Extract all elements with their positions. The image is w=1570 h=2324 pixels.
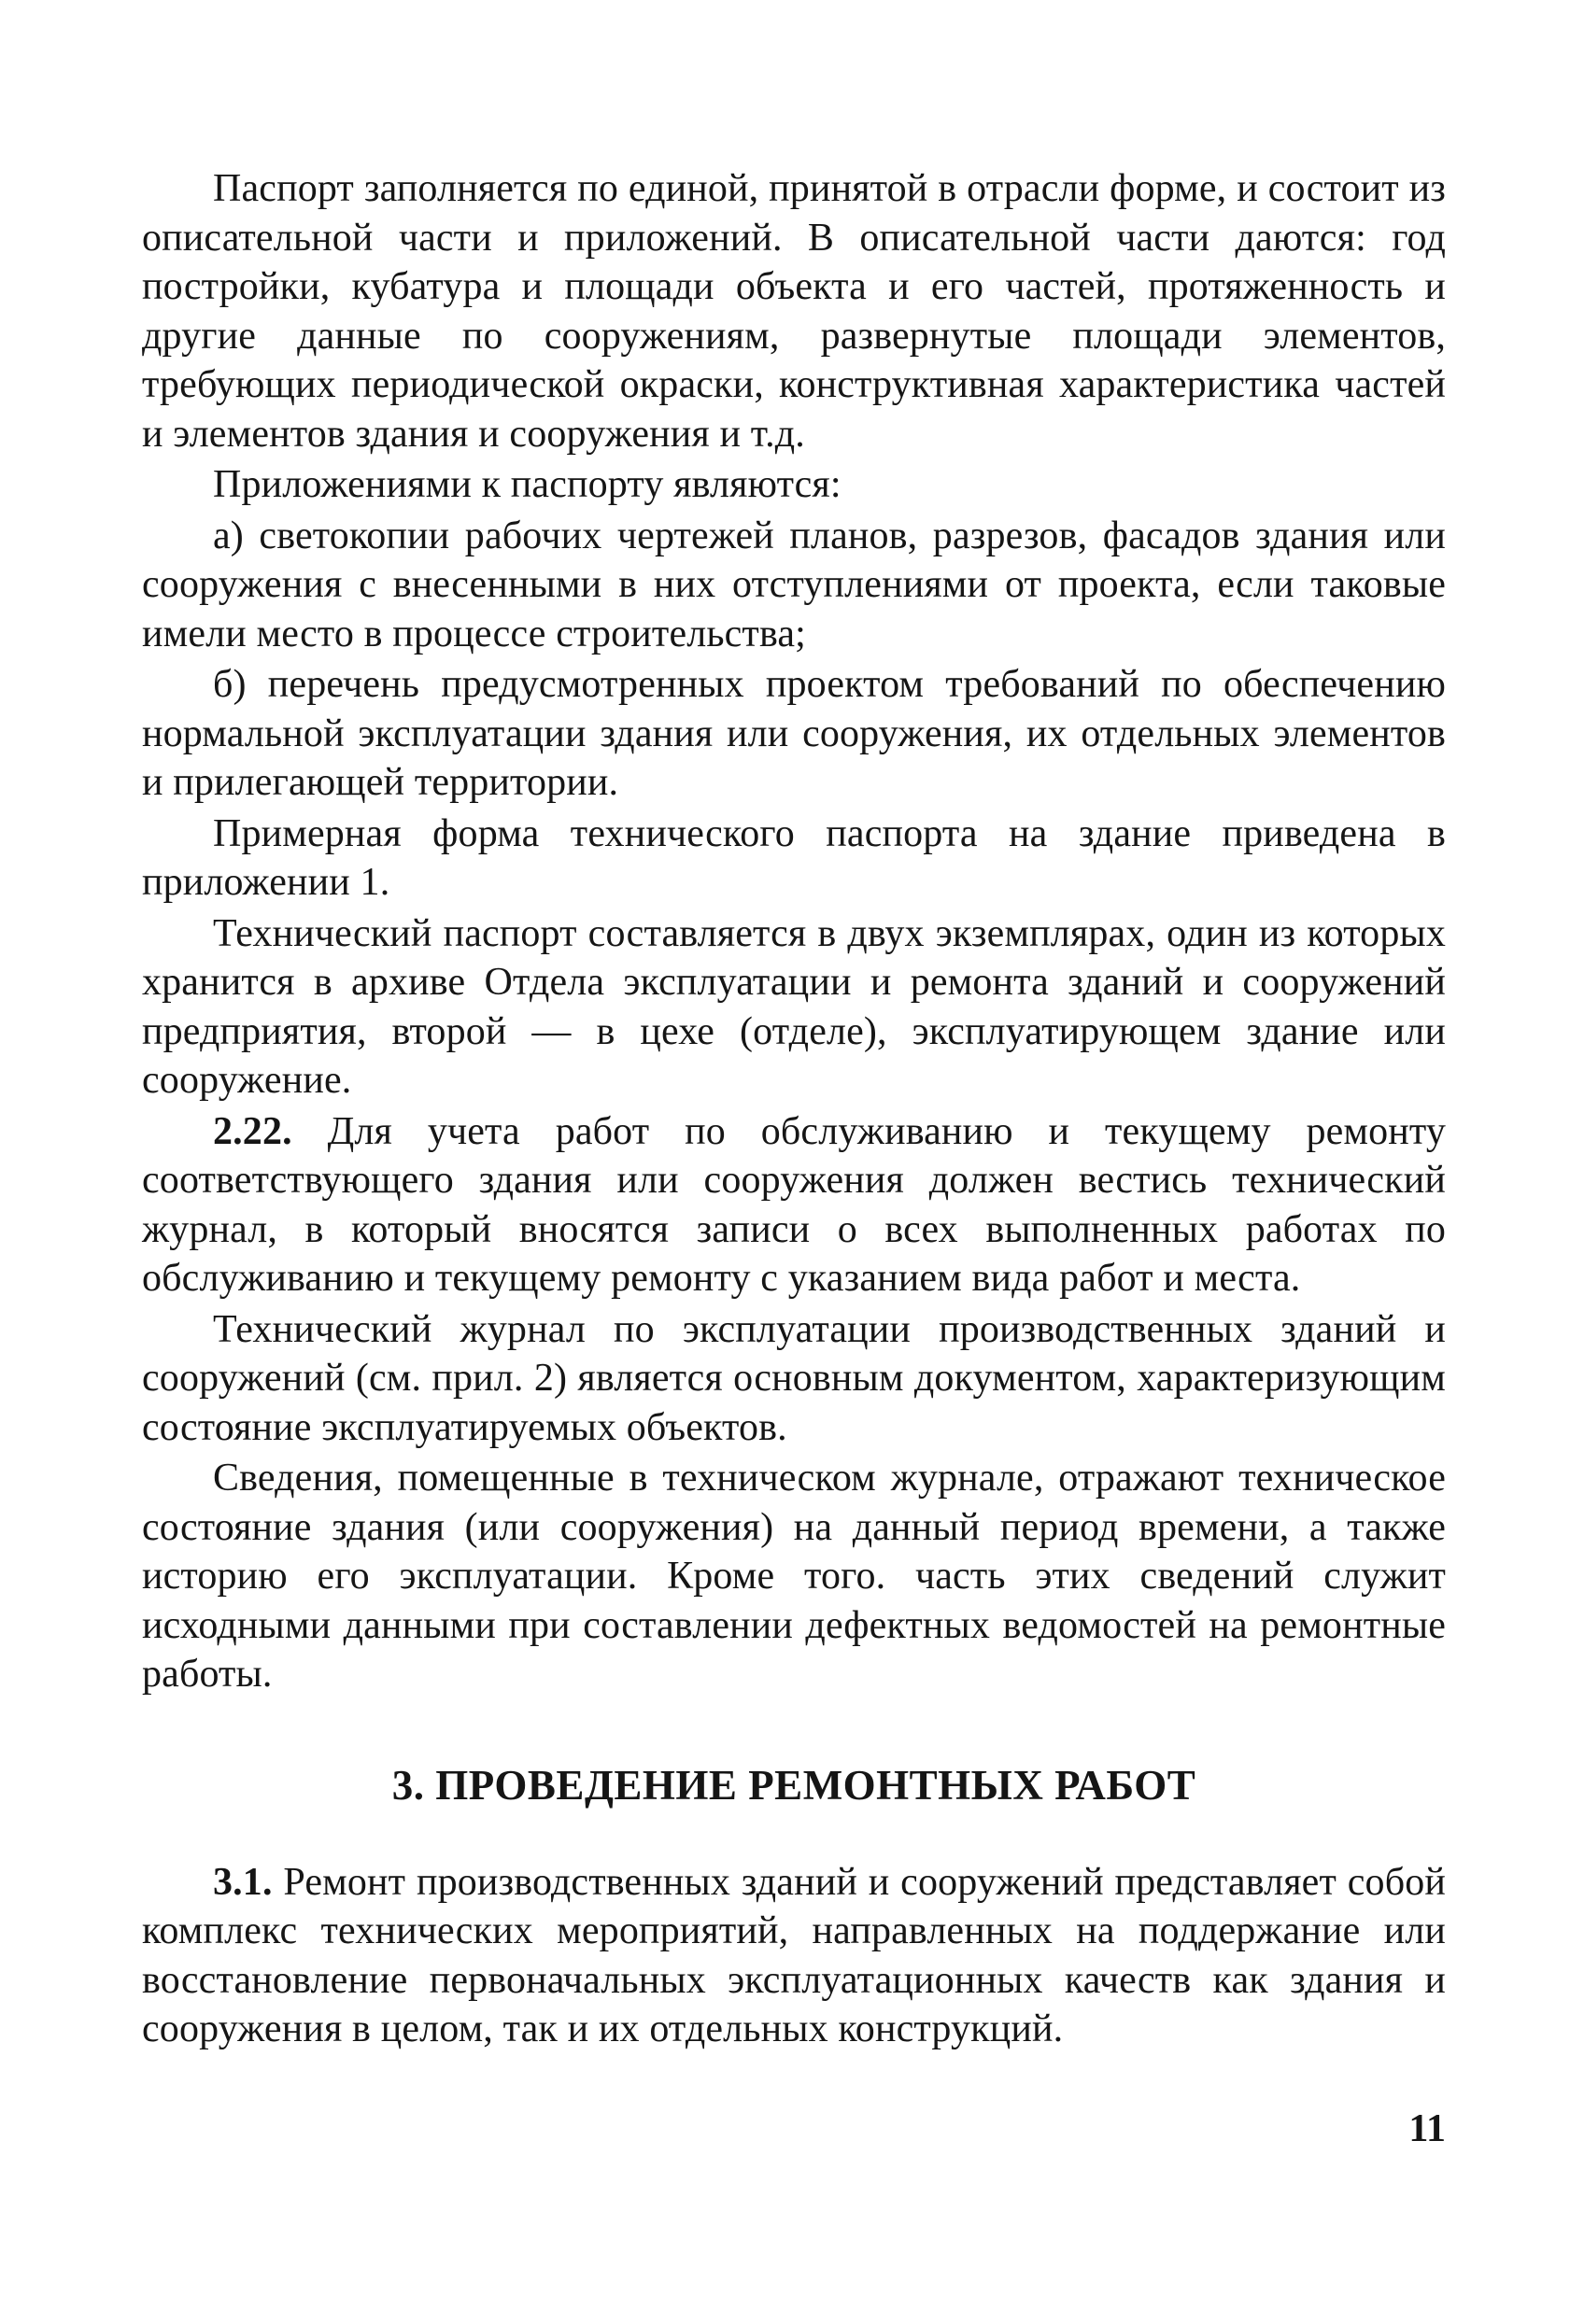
list-item-a-blueprints: а) светокопии рабочих чертежей планов, разрезов, фасадов здания или сооружения с внесенными в них отступлениями от проекта, если таковые имели место в процессе строительства; [142, 514, 1446, 655]
clause-text: Для учета работ по обслуживанию и текущему ремонту соответствующего здания или сооружения должен вестись технический журнал, в который вносятся записи о всех выполненных работах по обслуживанию и текущему ремонту с указанием вида работ и места. [142, 1109, 1446, 1300]
clause-3-1 [142, 1858, 1446, 2054]
clause-number: 2.22. [213, 1109, 292, 1153]
body-text [142, 164, 1446, 2054]
list-item-b-requirements: б) перечень предусмотренных проектом требований по обеспечению нормальной эксплуатации здания или сооружения, их отдельных элементов и прилегающей территории. [142, 663, 1446, 804]
paragraph-two-copies: Технический паспорт составляется в двух экземплярах, один из которых хранится в архиве Отдела эксплуатации и ремонта зданий и сооружений предприятия, второй — в цехе (отделе), эксплуатирующем здание или сооружение. [142, 911, 1446, 1102]
paragraph-passport-form: Паспорт заполняется по единой, принятой в отрасли форме, и состоит из описательной части и приложений. В описательной части даются: год постройки, кубатура и площади объекта и его частей, протяженность и другие данные по сооружениям, развернутые площади элементов, требующих периодической окраски, конструктивная характеристика частей и элементов здания и сооружения и т.д. [142, 167, 1446, 456]
paragraph-technical-journal: Технический журнал по эксплуатации производственных зданий и сооружений (см. прил. 2) является основным документом, характеризующим состояние эксплуатируемых объектов. [142, 1307, 1446, 1449]
section-heading: 3. ПРОВЕДЕНИЕ РЕМОНТНЫХ РАБОТ [391, 1761, 1196, 1809]
clause-text: Ремонт производственных зданий и сооружений представляет собой комплекс технических мероприятий, направленных на поддержание или восстановление первоначальных эксплуатационных качеств как здания и сооружения в целом, так и их отдельных конструкций. [142, 1860, 1446, 2050]
paragraph-journal-info: Сведения, помещенные в техническом журнале, отражают техническое состояние здания (или сооружения) на данный период времени, а также историю его эксплуатации. Кроме того. часть этих сведений служит исходными данными при составлении дефектных ведомостей на ремонтные работы. [142, 1457, 1446, 1696]
clause-2-22 [142, 1107, 1446, 1303]
clause-number: 3.1. [213, 1860, 273, 1904]
page-number: 11 [1408, 2107, 1446, 2150]
paragraph-sample-form: Примерная форма технического паспорта на здание приведена в приложении 1. [142, 811, 1446, 904]
paragraph-appendices-intro: Приложениями к паспорту являются: [213, 463, 842, 506]
